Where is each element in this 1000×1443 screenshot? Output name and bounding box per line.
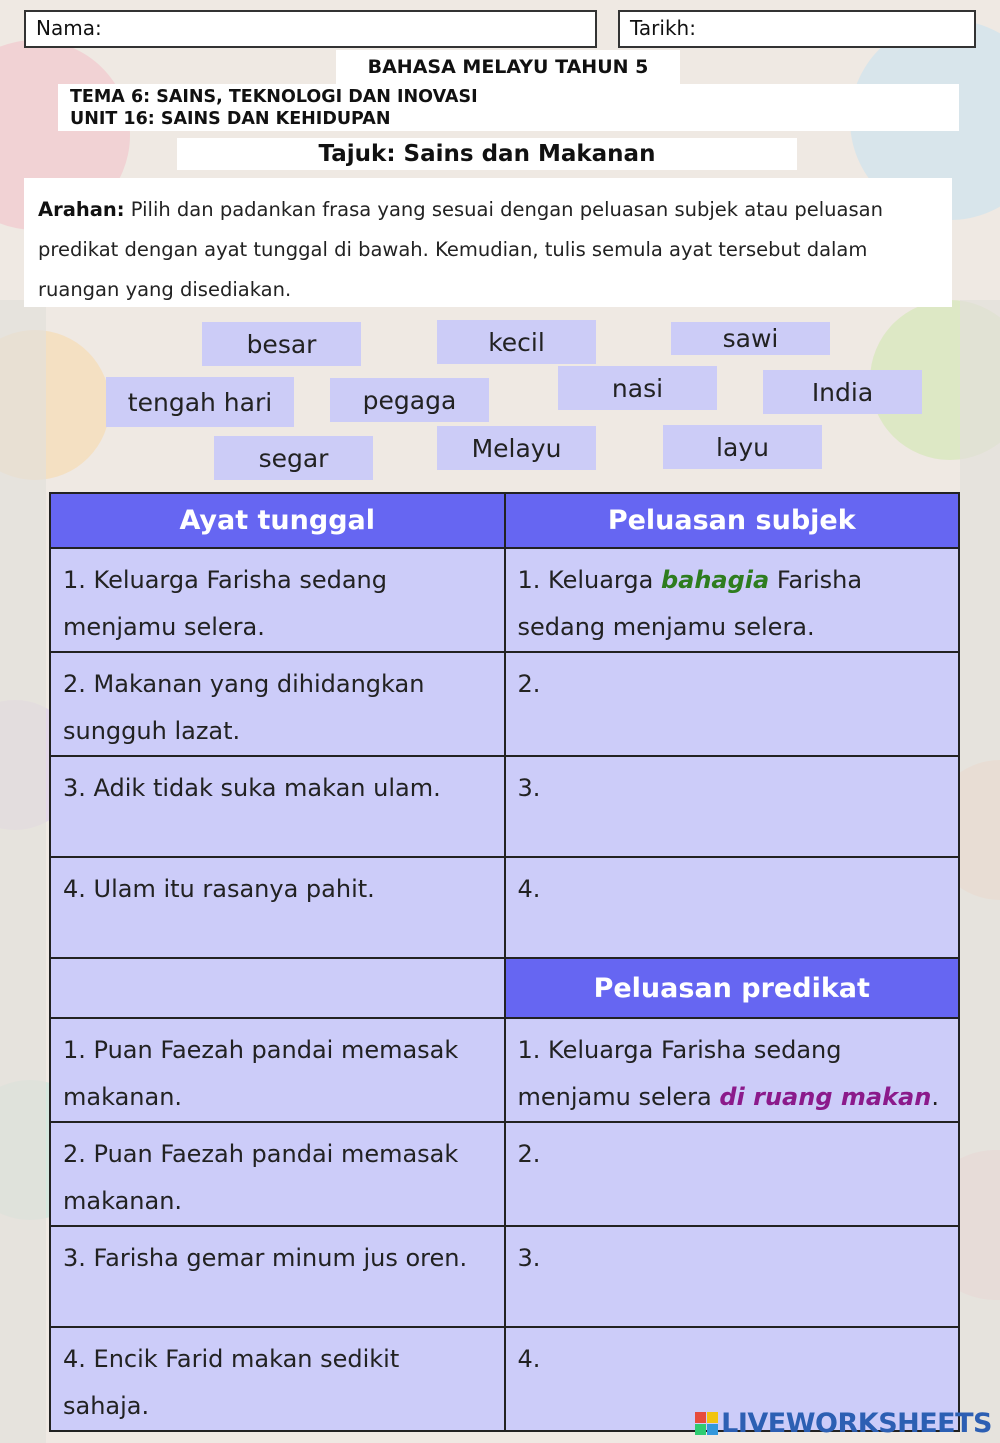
sentence-cell: 1. Keluarga Farisha sedang menjamu selera. bbox=[50, 548, 505, 652]
sentence-cell: 2. Makanan yang dihidangkan sungguh lazat. bbox=[50, 652, 505, 756]
col-header-ayat-tunggal: Ayat tunggal bbox=[50, 493, 505, 548]
answer-input[interactable]: 3. bbox=[505, 1226, 960, 1327]
sentence-cell: 2. Puan Faezah pandai memasak makanan. bbox=[50, 1122, 505, 1226]
example-text: 1. Keluarga Farisha sedang menjamu selera bbox=[517, 1036, 842, 1111]
answer-input[interactable]: 2. bbox=[505, 1122, 960, 1226]
col-header-peluasan-predikat: Peluasan predikat bbox=[505, 958, 960, 1018]
sentence-cell: 4. Encik Farid makan sedikit sahaja. bbox=[50, 1327, 505, 1431]
example-highlight: di ruang makan bbox=[719, 1083, 932, 1111]
table-row bbox=[50, 652, 959, 756]
word-chip[interactable]: pegaga bbox=[330, 378, 489, 422]
sentence-cell: 3. Adik tidak suka makan ulam. bbox=[50, 756, 505, 857]
logo-mark-icon bbox=[695, 1412, 718, 1435]
answer-input[interactable]: 4. bbox=[505, 1327, 960, 1431]
word-chip[interactable]: India bbox=[763, 370, 922, 414]
sentence-cell: 3. Farisha gemar minum jus oren. bbox=[50, 1226, 505, 1327]
name-field[interactable] bbox=[24, 10, 597, 48]
word-chip[interactable]: sawi bbox=[671, 322, 830, 355]
example-highlight: bahagia bbox=[660, 566, 770, 594]
logo-text: LIVEWORKSHEETS bbox=[721, 1407, 992, 1439]
table-row bbox=[50, 756, 959, 857]
example-text: . bbox=[931, 1083, 939, 1111]
answer-input[interactable]: 3. bbox=[505, 756, 960, 857]
answer-input[interactable]: 4. bbox=[505, 857, 960, 958]
example-answer-cell bbox=[505, 548, 960, 652]
sentence-cell: 1. Puan Faezah pandai memasak makanan. bbox=[50, 1018, 505, 1122]
table-row bbox=[50, 1226, 959, 1327]
answer-input[interactable]: 2. bbox=[505, 652, 960, 756]
example-text: Farisha sedang menjamu selera. bbox=[517, 566, 863, 641]
word-chip[interactable]: Melayu bbox=[437, 426, 596, 470]
empty-cell bbox=[50, 958, 505, 1018]
word-chip[interactable]: besar bbox=[202, 322, 361, 366]
word-chip[interactable]: layu bbox=[663, 425, 822, 469]
theme-text: TEMA 6: SAINS, TEKNOLOGI DAN INOVASI bbox=[70, 87, 478, 107]
word-chip[interactable]: tengah hari bbox=[106, 377, 294, 427]
word-chip[interactable]: kecil bbox=[437, 320, 596, 364]
subject-title: BAHASA MELAYU TAHUN 5 bbox=[336, 50, 680, 84]
instructions bbox=[24, 178, 952, 307]
table-row bbox=[50, 1122, 959, 1226]
word-chip[interactable]: nasi bbox=[558, 366, 717, 410]
table-row bbox=[50, 857, 959, 958]
name-label: Nama: bbox=[36, 16, 102, 40]
liveworksheets-logo bbox=[695, 1408, 992, 1438]
date-field[interactable] bbox=[618, 10, 976, 48]
theme-unit-box bbox=[58, 84, 959, 131]
col-header-peluasan-subjek: Peluasan subjek bbox=[505, 493, 960, 548]
date-label: Tarikh: bbox=[630, 16, 696, 40]
word-chip[interactable]: segar bbox=[214, 436, 373, 480]
topic-title: Tajuk: Sains dan Makanan bbox=[177, 138, 797, 170]
sentence-cell: 4. Ulam itu rasanya pahit. bbox=[50, 857, 505, 958]
worksheet-table bbox=[49, 492, 960, 1432]
unit-text: UNIT 16: SAINS DAN KEHIDUPAN bbox=[70, 109, 391, 129]
table-row bbox=[50, 1018, 959, 1122]
instructions-label: Arahan: bbox=[38, 198, 125, 221]
table-row bbox=[50, 548, 959, 652]
example-answer-cell bbox=[505, 1018, 960, 1122]
example-text: 1. Keluarga bbox=[517, 566, 661, 594]
instructions-text: Pilih dan padankan frasa yang sesuai dengan peluasan subjek atau peluasan predikat dengan ayat tunggal di bawah. Kemudian, tulis semula ayat tersebut dalam ruangan yang disediakan. bbox=[38, 198, 883, 301]
